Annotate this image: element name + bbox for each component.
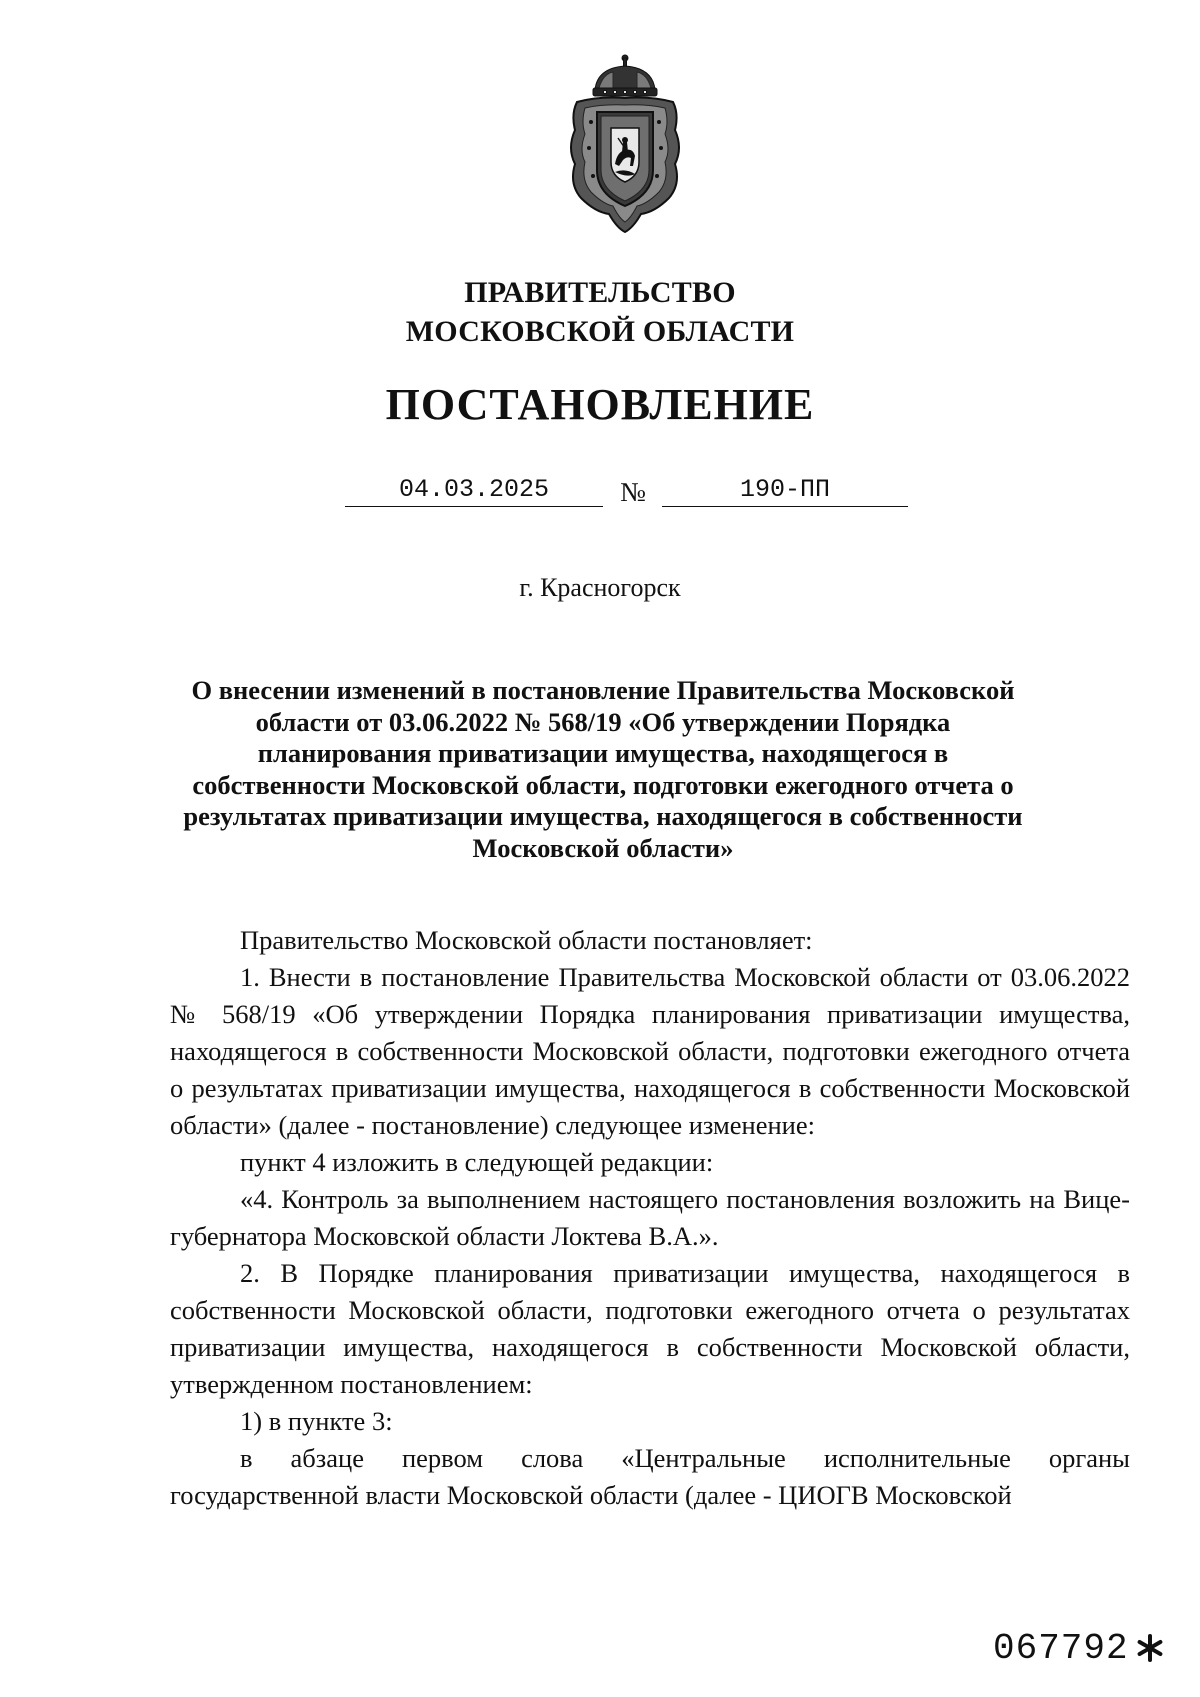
number-sign: №	[620, 477, 646, 507]
document-date: 04.03.2025	[345, 474, 603, 507]
asterisk-icon	[1135, 1633, 1165, 1663]
document-type: ПОСТАНОВЛЕНИЕ	[385, 380, 815, 429]
coat-of-arms-icon	[555, 52, 695, 237]
organization-name-line-1: ПРАВИТЕЛЬСТВО	[464, 276, 736, 309]
serial-number-stamp	[993, 1626, 1168, 1672]
document-number: 190-ПП	[662, 474, 908, 507]
body-paragraph: пункт 4 изложить в следующей редакции:	[240, 1147, 714, 1177]
body-paragraph: 1. Внести в постановление Правительства Московской области от 03.06.2022 № 568/19 «Об утверждении Порядка планирования приватизации имущества, находящегося в собственности Московской области, подготовки ежегодного отчета о результатах приватизации имущества, находящегося в собственности Московской области» (далее - постановление) следующее изменение:	[170, 962, 1130, 1140]
body-paragraph: Правительство Московской области постановляет:	[240, 925, 813, 955]
document-city: г. Красногорск	[519, 573, 681, 602]
organization-name-line-2: МОСКОВСКОЙ ОБЛАСТИ	[405, 315, 795, 348]
body-paragraph: 2. В Порядке планирования приватизации имущества, находящегося в собственности Московской области, подготовки ежегодного отчета о результатах приватизации имущества, находящегося в собственности Московской области, утвержденном постановлением:	[170, 1258, 1130, 1399]
serial-number: 067792	[993, 1628, 1129, 1669]
body-paragraph: в абзаце первом слова «Центральные исполнительные органы государственной власти Московской области (далее - ЦИОГВ Московской	[170, 1443, 1130, 1510]
document-title: О внесении изменений в постановление Правительства Московской области от 03.06.2022 № 568/19 «Об утверждении Порядка планирования приватизации имущества, находящегося в собственности Московской области, подготовки ежегодного отчета о результатах приватизации имущества, находящегося в собственности Московской области»	[183, 675, 1023, 863]
body-paragraph: 1) в пункте 3:	[240, 1406, 393, 1436]
body-paragraph: «4. Контроль за выполнением настоящего постановления возложить на Вице-губернатора Московской области Локтева В.А.».	[170, 1184, 1130, 1251]
document-body	[170, 922, 1130, 1514]
